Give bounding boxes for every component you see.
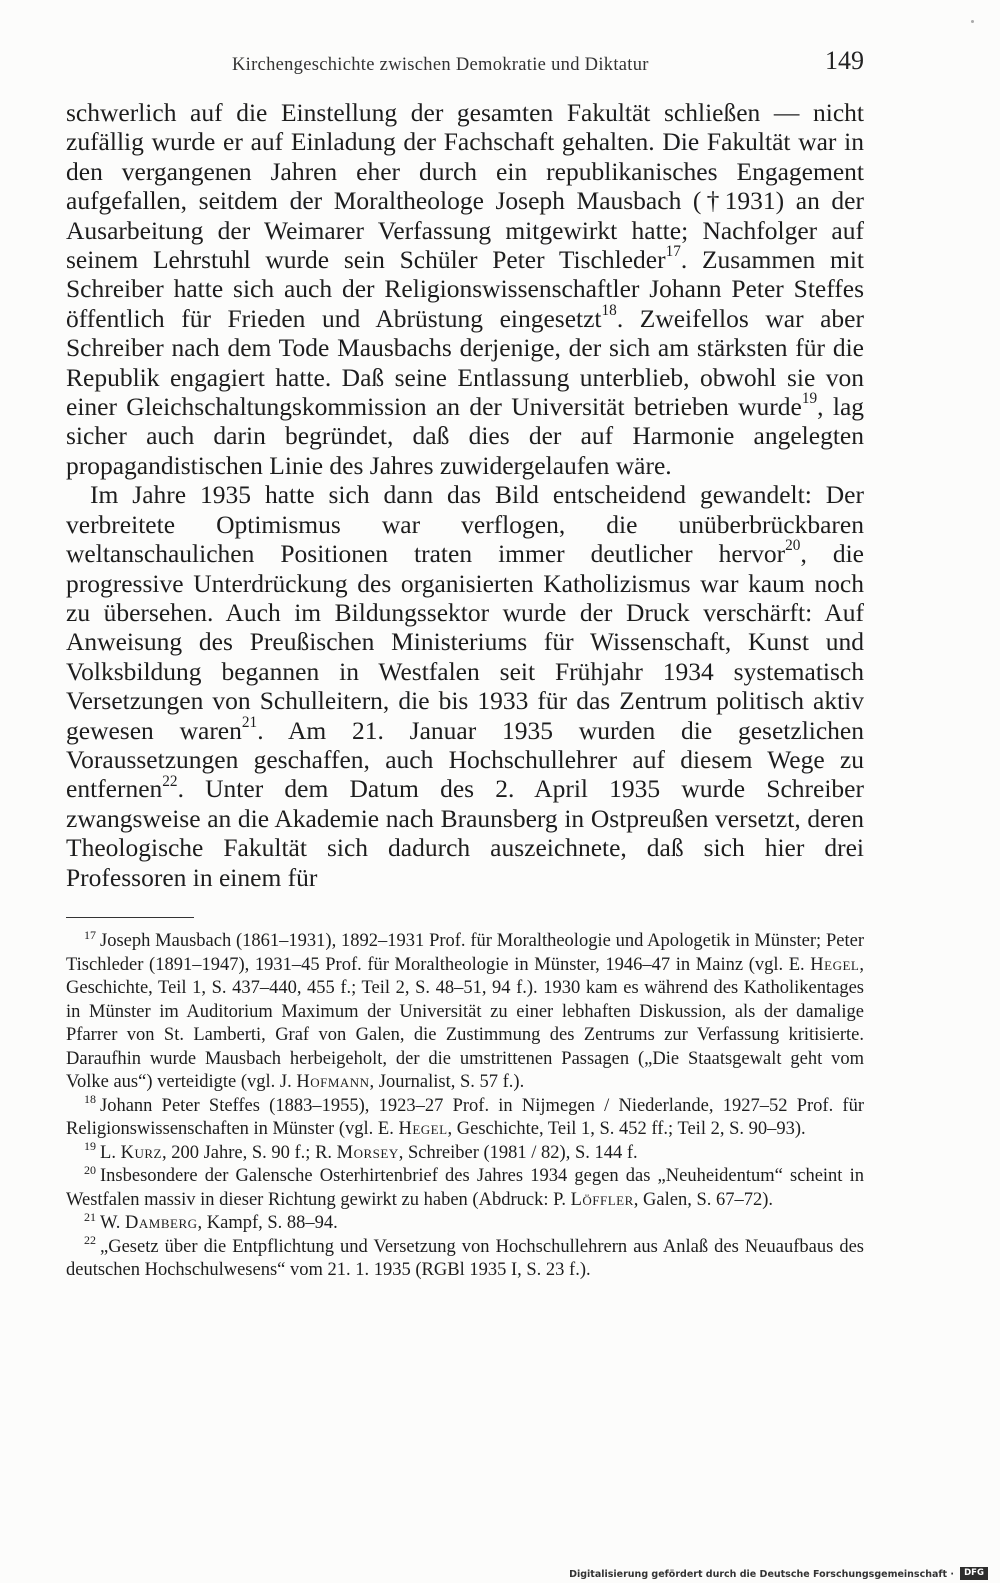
footnote-text: Joseph Mausbach (1861–1931), 1892–1931 Prof. für Moraltheologie und Apologetik in Münster; Peter Tischleder (1891–1947), 1931–45 Prof. für Moraltheologie in Münster, 1946–47 in Mainz (vgl. E.	[66, 931, 864, 975]
digitization-credit: Digitalisierung gefördert durch die Deutsche Forschungsgemeinschaft ·	[569, 1569, 954, 1580]
footnote-21	[66, 1209, 864, 1236]
text-run: schwerlich auf die Einstellung der gesamten Fakultät schließen — nicht zufällig wurde er auf Einladung der Fachschaft gehalten. Die Fakultät war in den vergangenen Jahren eher durch ein republikanisches Engagement aufgefallen, seitdem der Moraltheologe Joseph Mausbach (†1931) an der Ausarbeitung der Weimarer Verfassung mitgewirkt hatte; Nachfolger auf seinem Lehrstuhl wurde sein Schüler Peter Tischleder	[66, 98, 864, 275]
author-name: Damberg	[125, 1213, 198, 1233]
paragraph-1	[66, 98, 864, 480]
footnote-text: W.	[100, 1213, 126, 1233]
footnote-17	[66, 927, 864, 1095]
footnote-text: „Gesetz über die Entpflichtung und Versetzung von Hochschullehrern aus Anlaß des Neuaufbaus des deutschen Hochschulwesens“ vom 21. 1. 1935 (RGBl 1935 I, S. 23 f.).	[66, 1236, 864, 1280]
footnote-number: 20	[84, 1162, 97, 1177]
footnote-22	[66, 1233, 864, 1283]
footnote-ref-17: 17	[665, 243, 681, 261]
author-name: Löffler	[570, 1189, 634, 1210]
footnote-text: , Geschichte, Teil 1, S. 452 ff.; Teil 2, S. 90–93).	[447, 1119, 806, 1139]
text-run: Im Jahre 1935 hatte sich dann das Bild entscheidend gewandelt: Der verbreitete Optimismus war verflogen, die unüberbrückbaren weltanschaulichen Positionen traten immer deutlicher hervor	[66, 480, 864, 569]
footnote-ref-21: 21	[241, 713, 258, 731]
footnote-text: , Geschichte, Teil 1, S. 437–440, 455 f.; Teil 2, S. 48–51, 94 f.). 1930 kam es während des Katholikentages in Münster im Auditorium Maximum der Universität zu einer lebhaften Diskussion, als der damalige Pfarrer von St. Lamberti, Graf von Galen, die Zustimmung des Zentrums zur Verfassung kritisierte. Daraufhin wurde Mausbach herbeigeholt, der die umstrittenen Passagen („Die Staatsgewalt geht vom Volke aus“) verteidigte (vgl. J.	[66, 954, 864, 1092]
text-run: . Unter dem Datum des 2. April 1935 wurde Schreiber zwangsweise an die Akademie nach Braunsberg in Ostpreußen versetzt, deren Theologische Fakultät sich dadurch auszeichnete, daß sich hier drei Professoren in einem für	[66, 774, 864, 892]
footnote-number: 17	[84, 927, 97, 942]
footnote-number: 22	[84, 1233, 97, 1248]
footnote-number: 19	[84, 1139, 97, 1154]
author-name: Morsey	[336, 1142, 399, 1163]
footnote-number: 18	[84, 1092, 97, 1107]
footnote-text: L.	[100, 1142, 121, 1163]
footnote-19	[66, 1139, 864, 1166]
author-name: Hofmann	[296, 1072, 370, 1092]
footnote-ref-18: 18	[601, 302, 617, 320]
footnote-text: , 200 Jahre, S. 90 f.; R.	[161, 1142, 337, 1163]
footnote-ref-19: 19	[801, 390, 818, 408]
footnote-ref-20: 20	[785, 537, 801, 555]
text-run: . Zusammen mit Schreiber hatte sich auch der Religionswissenschaftler Johann Peter Steffes öffentlich für Frieden und Abrüstung eingesetzt	[66, 245, 865, 333]
footnote-text: , Galen, S. 67–72).	[633, 1189, 774, 1210]
author-name: Hegel	[398, 1119, 448, 1139]
main-text	[66, 98, 864, 892]
page-number: 149	[825, 46, 864, 75]
footnote-separator	[66, 917, 194, 918]
text-run: , lag sicher auch darin begründet, daß dies der auf Harmonie angelegten propagandistischen Linie des Jahres zuwidergelaufen wäre.	[66, 392, 865, 480]
text-run: , die progressive Unterdrückung des organisierten Katholizismus war kaum noch zu übersehen. Auch im Bildungssektor wurde der Druck verschärft: Auf Anweisung des Preußischen Ministeriums für Wissenschaft, Kunst und Volksbildung begannen in Westfalen seit Frühjahr 1934 systematisch Versetzungen von Schulleitern, die bis 1933 für das Zentrum politisch aktiv gewesen waren	[66, 539, 864, 745]
footnote-18	[66, 1092, 864, 1142]
paragraph-2	[66, 480, 864, 892]
footnote-text: Johann Peter Steffes (1883–1955), 1923–27 Prof. in Nijmegen / Niederlande, 1927–52 Prof. für Religionswissenschaften in Münster (vgl. E.	[66, 1095, 864, 1139]
footnote-text: , Kampf, S. 88–94.	[197, 1213, 338, 1233]
author-name: Kurz	[120, 1142, 162, 1163]
footnote-number: 21	[84, 1209, 97, 1224]
running-title: Kirchengeschichte zwischen Demokratie und Diktatur	[232, 55, 649, 75]
text-run: . Zweifellos war aber Schreiber nach dem Tode Mausbachs derjenige, der sich am stärksten für die Republik engagiert hatte. Daß seine Entlassung unterblieb, obwohl sie von einer Gleichschaltungskommission an der Universität betrieben wurde	[66, 303, 864, 422]
footnote-text: , Schreiber (1981 / 82), S. 144 f.	[398, 1142, 638, 1163]
footnotes	[66, 927, 864, 1283]
footnote-20	[66, 1162, 864, 1212]
footnote-text: , Journalist, S. 57 f.).	[369, 1072, 525, 1092]
footnote-ref-22: 22	[162, 772, 178, 790]
page-header	[66, 46, 864, 82]
dfg-logo: DFG	[960, 1567, 988, 1580]
author-name: Hegel	[810, 954, 860, 975]
text-run: . Am 21. Januar 1935 wurden die gesetzlichen Voraussetzungen geschaffen, auch Hochschullehrer auf diesem Wege zu entfernen	[66, 715, 865, 804]
footnote-text: Insbesondere der Galensche Osterhirtenbrief des Jahres 1934 gegen das „Neuheidentum“ scheint in Westfalen massiv in dieser Richtung gewirkt zu haben (Abdruck: P.	[66, 1166, 864, 1210]
scan-speck	[971, 20, 974, 23]
